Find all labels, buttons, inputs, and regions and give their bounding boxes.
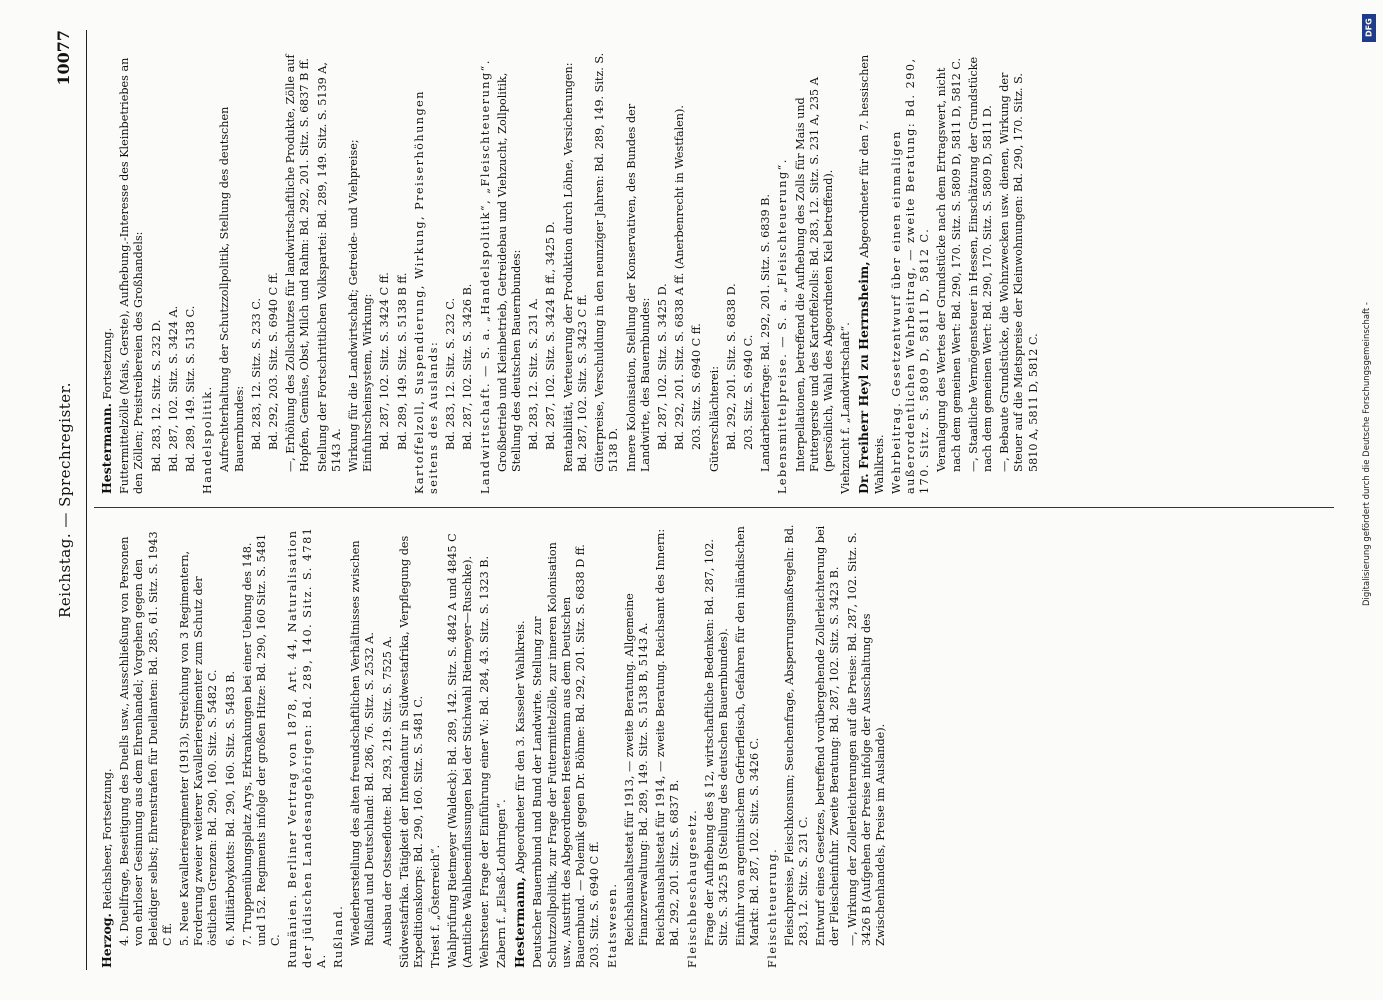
index-topic: Kartoffelzoll, Suspendierung, Wirkung, Preiserhöhungen seitens des Auslands: xyxy=(412,90,441,494)
index-ref: Bd. 292, 203. Sitz. S. 6940 C ff. xyxy=(267,272,281,450)
index-ref: 203. Sitz. S. 6940 C. xyxy=(741,334,755,450)
index-ref: Bd. 287, 102. Sitz. S. 3425 D. xyxy=(655,283,669,450)
index-entry: 6. Militärboykotts: Bd. 290, 160. Sitz. S. 5483 B. xyxy=(223,670,237,946)
index-entry: Veranlagung des Wertes der Grundstücke nach dem Ertragswert, nicht nach dem gemeinen Wert: Bd. 290, 170. Sitz. S. 5809 D, 5811 D, 5812 C. xyxy=(935,57,963,472)
index-entry: Entwurf eines Gesetzes, betreffend vorübergehende Zollerleichterung bei der Fleischeinfuhr. Zweite Beratung: Bd. 287, 102. Sitz. S. 3423 B. xyxy=(814,525,842,946)
index-ref: Bd. 283, 12. Sitz. S. 233 C. xyxy=(249,297,263,450)
speaker-heading xyxy=(857,48,886,494)
index-entry: Rumänien. Berliner Vertrag von 1878, Art. 44, Naturalisation der jüdischen Landesangehörigen: Bd. 289, 140. Sitz. S. 4781 A. xyxy=(286,526,328,968)
page-header xyxy=(50,30,90,970)
page-number: 10077 xyxy=(54,30,73,86)
index-entry: Ausbau der Ostseeflotte: Bd. 293, 219. Sitz. S. 7525 A. xyxy=(380,635,394,946)
index-entry: Deutscher Bauernbund und Bund der Landwirte. Stellung zur Schutzzollpolitik, zur Frage der Futtermittelzölle, zur inneren Kolonisation usw., Austritt des Abgeordneten Hestermann aus dem Deutschen Bauernbund. — Polemik gegen Dr. Böhme: Bd. 292, 201. Sitz. S. 6838 D ff. 203. Sitz. S. 6940 C ff. xyxy=(531,542,602,968)
index-ref: Bd. 287, 102. Sitz. S. 3426 B. xyxy=(461,283,475,450)
speaker-name: Herzog. xyxy=(99,913,114,968)
speaker-continuation: Reichsheer, Fortsetzung. xyxy=(101,768,114,910)
index-entry: Güterpreise, Verschuldung in den neunziger Jahren: Bd. 289, 149. Sitz. S. 5138 D. xyxy=(593,52,621,472)
index-topic: Fleischteuerung. xyxy=(765,847,779,968)
index-entry: Viehzucht f. „Landwirtschaft“. xyxy=(839,322,853,494)
index-ref: 203. Sitz. S. 6940 C ff. xyxy=(690,323,704,450)
column-divider xyxy=(94,507,1334,508)
index-topic: Landwirtschaft. — S. a. „Handelspolitik“, „Fleischteuerung“. xyxy=(478,59,492,494)
index-entry: Reichshaushaltsetat für 1914, — zweite Beratung. Reichsamt des Innern: Bd. 292, 201. Sitz. S. 6837 B. xyxy=(654,528,682,946)
index-entry: Südwestafrika. Tätigkeit der Intendantur in Südwestafrika, Verpflegung des Expeditionskorps: Bd. 290, 160. Sitz. S. 5481 C. xyxy=(397,535,426,968)
index-entry: Frage der Aufhebung des § 12, wirtschaftliche Bedenken: Bd. 287, 102. Sitz. S. 3425 B (Stellung des deutschen Bauernbundes). xyxy=(702,539,730,946)
speaker-heading xyxy=(513,522,528,968)
index-topic: Fleischbeschaugesetz. xyxy=(685,808,699,968)
index-entry: Fleischpreise, Fleischkonsum; Seuchenfrage, Absperrungsmaßregeln: Bd. 283, 12. Sitz. S. 231 C. xyxy=(782,524,810,946)
index-entry: —, Wirkung der Zollerleichterungen auf die Preise: Bd. 287, 102. Sitz. S. 3426 B (Aufgehen der Preise infolge der Ausschaltung des Zwischenhandels, Preise im Auslande). xyxy=(845,532,887,946)
index-ref: Bd. 287, 102. Sitz. S. 3424 A. xyxy=(166,305,180,472)
index-entry: Großbetrieb und Kleinbetrieb, Getreidebau und Viehzucht, Zollpolitik, Stellung des deutschen Bauernbundes: xyxy=(495,72,524,472)
index-entry: Wiederherstellung des alten freundschaftlichen Verhältnisses zwischen Rußland und Deutschland: Bd. 286, 76. Sitz. S. 2532 A. xyxy=(349,540,377,946)
speaker-description: Abgeordneter für den 7. hessischen Wahlkreis. xyxy=(858,54,886,494)
index-entry: Triest f. „Österreich“. xyxy=(429,844,443,968)
speaker-name: Hestermann, xyxy=(512,877,528,968)
index-entry: Zabern f. „Elsaß-Lothringen“. xyxy=(495,799,509,968)
dfg-logo: DFG xyxy=(1362,14,1376,42)
index-entry: Rentabilität, Verteuerung der Produktion durch Löhne, Versicherungen: Bd. 287, 102. Sitz. S. 3423 C ff. xyxy=(561,62,589,472)
speaker-name: Dr. Freiherr Heyl zu Herrnsheim, xyxy=(856,261,872,494)
index-entry: 5. Neue Kavallerieregimenter (1913), Streichung von 3 Regimentern, Forderung zweier weiterer Kavallerieregimenter zum Schutz der östlichen Grenzen: Bd. 290, 160. Sitz. S. 5482 C. xyxy=(178,550,220,946)
digitization-credit xyxy=(1362,6,1379,996)
index-entry: Aufrechterhaltung der Schutzzollpolitik, Stellung des deutschen Bauernbundes: xyxy=(218,106,246,472)
index-ref: Bd. 283, 12. Sitz. S. 232 C. xyxy=(444,297,458,450)
header-rule xyxy=(86,30,87,970)
right-column xyxy=(96,48,1326,494)
index-entry: Einfuhr von argentinischem Gefrierfleisch, Gefahren für den inländischen Markt: Bd. 287, 102. Sitz. S. 3426 C. xyxy=(734,526,762,946)
speaker-heading xyxy=(100,48,115,494)
index-ref: Bd. 289, 149. Sitz. S. 5138 C. xyxy=(184,305,198,472)
index-ref: Bd. 287, 102. Sitz. S. 3424 C ff. xyxy=(378,272,392,450)
index-topic: Lebensmittelpreise. — S. a. „Fleischteuerung“. xyxy=(776,158,790,494)
speaker-name: Hestermann. xyxy=(99,403,114,494)
index-entry: 4. Duellfrage, Beseitigung des Duells usw., Ausschließung von Personen von ehrloser Gesinnung aus dem Ehrenhandel; Vorgehen gegen den Beleidiger selbst; Ehrenstrafen für Duellanten: Bd. 285, 61. Sitz. S. 1943 C ff. xyxy=(118,531,174,946)
index-entry: —, Bebaute Grundstücke, die Wohnzwecken usw. dienen, Wirkung der Steuer auf die Mietspreise der Kleinwohnungen: Bd. 290, 170. Sitz. S. 5810 A, 5811 D, 5812 C. xyxy=(998,72,1040,472)
index-ref: Bd. 289, 149. Sitz. S. 5138 B ff. xyxy=(395,272,409,450)
speaker-description: Abgeordneter für den 3. Kasseler Wahlkreis. xyxy=(514,620,528,874)
index-ref: Bd. 283, 12. Sitz. S. 231 A. xyxy=(527,298,541,450)
speaker-heading xyxy=(100,522,115,968)
index-topic: Handelspolitik. xyxy=(201,385,215,494)
running-title: Reichstag. — Sprechregister. xyxy=(56,382,74,618)
funding-notice: Digitalisierung gefördert durch die Deutsche Forschungsgemeinschaft - xyxy=(1362,302,1372,606)
index-entry: Reichshaushaltsetat für 1913, — zweite Beratung. Allgemeine Finanzverwaltung: Bd. 289, 149. Sitz. S. 5138 B, 5143 A. xyxy=(622,593,650,946)
index-ref: Bd. 287, 102. Sitz. S. 3424 B ff., 3425 D. xyxy=(544,221,558,450)
index-entry: Landarbeiterfrage: Bd. 292, 201. Sitz. S. 6839 B. xyxy=(759,194,773,472)
index-entry: —, Erhöhung des Zollschutzes für landwirtschaftliche Produkte, Zölle auf Hopfen, Gemüse, Obst, Milch und Rahm: Bd. 292, 201. Sitz. S. 6837 B ff. xyxy=(284,54,312,472)
index-ref: Bd. 292, 201. Sitz. S. 6838 D. xyxy=(724,283,738,450)
index-entry: Wehrsteuer. Frage der Einführung einer W.: Bd. 284, 43. Sitz. S. 1323 B. xyxy=(477,555,491,968)
index-entry: Futtermittelzölle (Mais, Gerste), Aufhebung.-Interesse des Kleinbetriebes an den Zöllen; Preistreibereien des Großhandels: xyxy=(118,57,146,494)
index-entry: —, Staatliche Vermögensteuer in Hessen, Einschätzung der Grundstücke nach dem gemeinen Wert: Bd. 290, 170. Sitz. S. 5809 D, 5811 D. xyxy=(966,56,994,472)
index-entry: Wirkung für die Landwirtschaft; Getreide- und Viehpreise; Einfuhrscheinsystem, Wirkung: xyxy=(347,139,375,472)
index-topic: Rußland. xyxy=(332,904,346,968)
left-column xyxy=(96,522,1326,968)
index-ref: Bd. 292, 201. Sitz. S. 6838 A ff. (Anerbenrecht in Westfalen). xyxy=(673,105,687,450)
index-entry: 7. Truppenübungsplatz Arys, Erkrankungen bei einer Uebung des 148. und 152. Regiments infolge der großen Hitze: Bd. 290, 160 Sitz. S. 5481 C. xyxy=(240,533,283,946)
index-entry: Innere Kolonisation, Stellung der Konservativen, des Bundes der Landwirte, des Bauernbundes: xyxy=(624,103,652,472)
index-ref: Bd. 283, 12. Sitz. S. 232 D. xyxy=(149,319,163,472)
index-topic: Etatswesen. xyxy=(605,882,619,968)
index-entry: Interpellationen, betreffend die Aufhebung des Zolls für Mais und Futtergerste und des Kartoffelzolls: Bd. 283, 12. Sitz. S. 231 A, 235 A (persönlich, Wahl des Abgeordneten Kiel betreffend). xyxy=(793,77,835,472)
rotated-page-content xyxy=(50,30,1350,970)
index-entry: Güterschlächterei: xyxy=(707,366,721,472)
index-entry: Wahlprüfung Rietmeyer (Waldeck): Bd. 289, 142. Sitz. S. 4842 A und 4845 C (Amtliche Wahlbeeinflussungen bei der Stichwahl Rietmeyer—Ruschke). xyxy=(446,533,474,968)
index-entry: Wehrbeitrag. Gesetzentwurf über einen einmaligen außerordentlichen Wehrbeitrag, — zweite Beratung: Bd. 290, 170. Sitz. S. 5809 D, 5811 D, 5812 C. xyxy=(889,57,932,494)
speaker-continuation: Fortsetzung. xyxy=(101,327,114,400)
index-entry: Stellung der Fortschrittlichen Volkspartei: Bd. 289, 149. Sitz. S. 5139 A, 5143 A. xyxy=(315,62,343,472)
